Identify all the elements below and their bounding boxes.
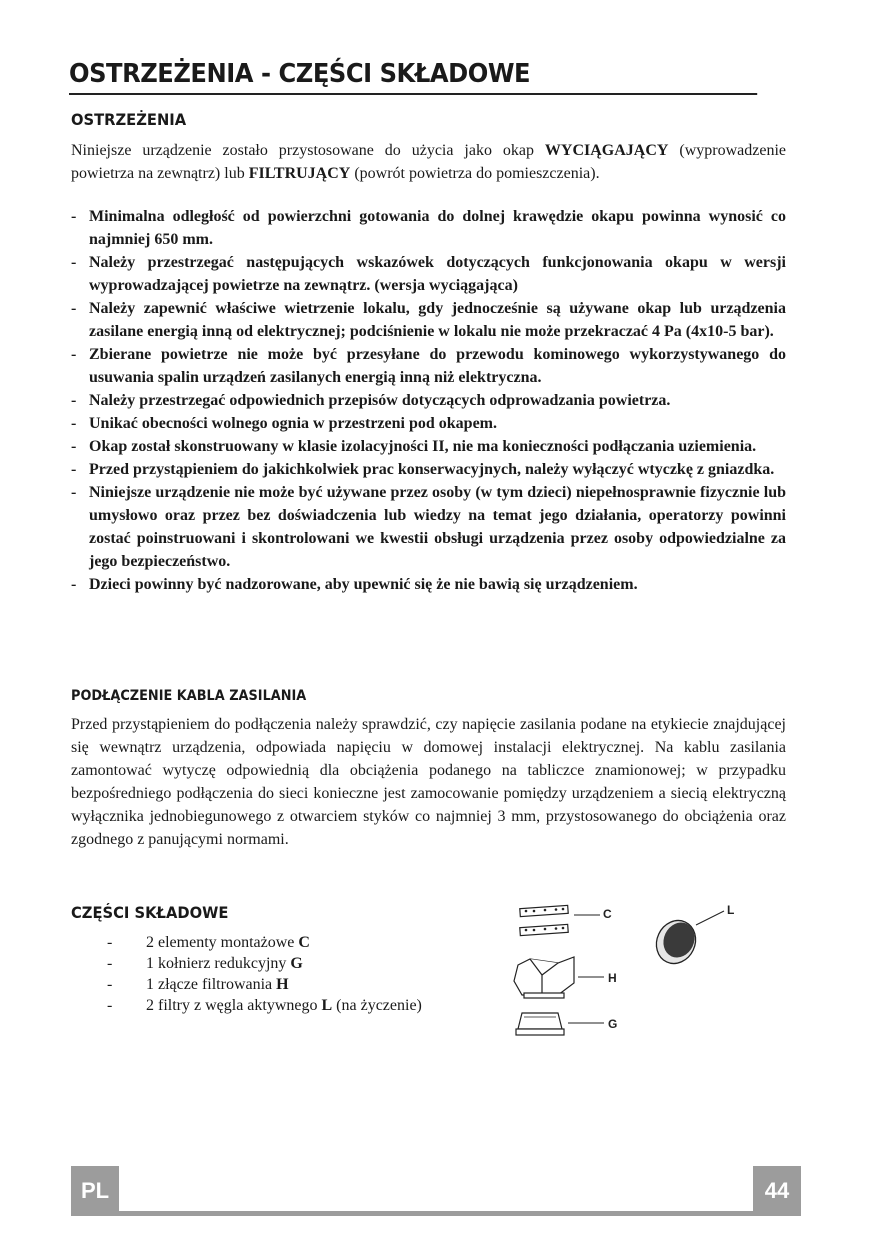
warning-item: - Okap został skonstruowany w klasie izolacyjności II, nie ma konieczności podłączania uziemienia. — [71, 435, 786, 458]
intro-text-2: (wyprowadzenie powietrza na zewnątrz) lub — [71, 142, 786, 182]
warning-item: - Należy przestrzegać następujących wskazówek dotyczących funkcjonowania okapu w wersji wyprowadzającej powietrze na zewnątrz. (wersja wyciągająca) — [71, 251, 786, 297]
mounting-bracket-icon — [520, 905, 568, 935]
reduction-flange-icon — [516, 1013, 564, 1035]
warning-item: - Należy przestrzegać odpowiednich przepisów dotyczących odprowadzania powietrza. — [71, 389, 786, 412]
parts-list — [107, 932, 422, 1016]
filter-connector-icon — [514, 957, 574, 998]
warnings-heading: OSTRZEŻENIA — [71, 110, 187, 129]
carbon-filter-icon — [649, 914, 702, 970]
warning-item: - Przed przystąpieniem do jakichkolwiek prac konserwacyjnych, należy wyłączyć wtyczkę z gniazdka. — [71, 458, 786, 481]
page-title: OSTRZEŻENIA - CZĘŚCI SKŁADOWE — [69, 56, 757, 95]
label-h: H — [608, 971, 617, 985]
parts-heading: CZĘŚCI SKŁADOWE — [71, 903, 229, 922]
label-g: G — [608, 1017, 618, 1031]
intro-filtering-term: FILTRUJĄCY — [248, 165, 351, 182]
part-item-mounting: - 2 elementy montażowe C — [107, 932, 422, 953]
warning-item: - Dzieci powinny być nadzorowane, aby upewnić się że nie bawią się urządzeniem. — [71, 573, 786, 596]
part-item-flange: - 1 kołnierz redukcyjny G — [107, 953, 422, 974]
connection-heading: PODŁĄCZENIE KABLA ZASILANIA — [71, 688, 307, 704]
parts-illustration — [500, 895, 760, 1045]
part-item-connector: - 1 złącze filtrowania H — [107, 974, 422, 995]
label-c: C — [603, 907, 612, 921]
footer-bar — [71, 1211, 801, 1216]
intro-extraction-term: WYCIĄGAJĄCY — [544, 142, 669, 159]
warnings-list — [71, 205, 786, 596]
warning-item: - Unikać obecności wolnego ognia w przestrzeni pod okapem. — [71, 412, 786, 435]
page-number: 44 — [753, 1166, 801, 1216]
part-item-filters: - 2 filtry z węgla aktywnego L (na życzenie) — [107, 995, 422, 1016]
warning-item: - Niniejsze urządzenie nie może być używane przez osoby (w tym dzieci) niepełnosprawnie fizycznie lub umysłowo oraz przez bez doświadczenia lub wiedzy na temat jego działania, operatorzy powinni zostać poinstruowani i skontrolowani we kwestii obsługi urządzenia przez osoby odpowiedzialne za jego bezpieczeństwo. — [71, 481, 786, 573]
language-badge: PL — [71, 1166, 119, 1216]
intro-text-3: (powrót powietrza do pomieszczenia). — [350, 165, 600, 182]
warning-item: - Zbierane powietrze nie może być przesyłane do przewodu kominowego wykorzystywanego do usuwania spalin urządzeń zasilanych energią inną niż elektryczna. — [71, 343, 786, 389]
warning-item: - Minimalna odległość od powierzchni gotowania do dolnej krawędzie okapu powinna wynosić co najmniej 650 mm. — [71, 205, 786, 251]
warning-item: - Należy zapewnić właściwe wietrzenie lokalu, gdy jednocześnie są używane okap lub urządzenia zasilane energią inną od elektrycznej; podciśnienie w lokalu nie może przekraczać 4 Pa (4x10-5 bar). — [71, 297, 786, 343]
intro-text-1: Niniejsze urządzenie zostało przystosowane do użycia jako okap — [71, 142, 545, 159]
warnings-intro — [71, 139, 786, 185]
label-l: L — [727, 903, 735, 917]
connection-text: Przed przystąpieniem do podłączenia należy sprawdzić, czy napięcie zasilania podane na etykiecie znajdującej się wewnątrz urządzenia, odpowiada napięciu w domowej instalacji elektrycznej. Na kablu zasilania zamontować wytyczę odpowiednią dla obciążenia podanego na tabliczce znamionowej; w przypadku bezpośredniego podłączenia do sieci konieczne jest zamocowanie pomiędzy urządzeniem a siecią elektryczną wyłącznika jednobiegunowego z otwarciem styków co najmniej 3 mm, przystosowanego do obciążenia oraz zgodnego z panującymi normami. — [71, 716, 786, 848]
